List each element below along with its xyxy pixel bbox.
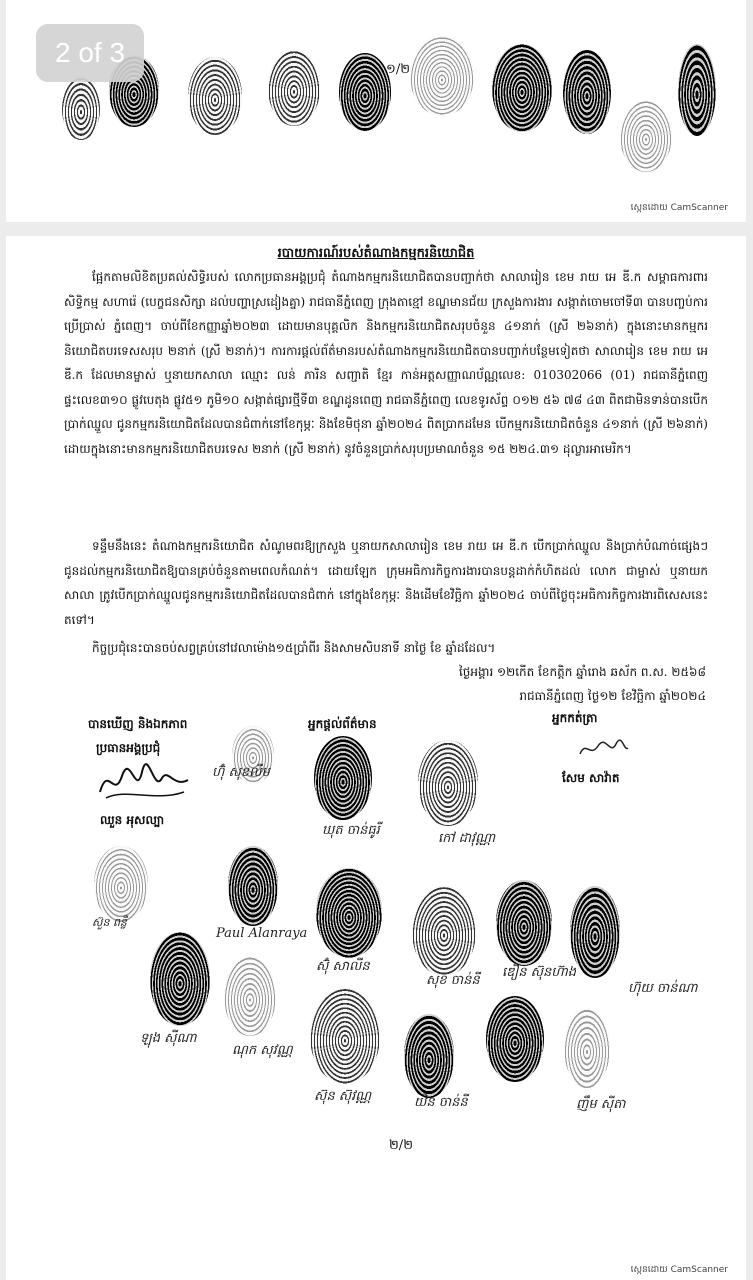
fingerprint [564,1008,610,1088]
page-indicator: 2 of 3 [36,24,144,82]
fingerprint [339,53,391,131]
body-paragraph: ផ្អែកតាមលិខិតប្រគល់សិទ្ធិរបស់ លោកប្រធានអង្គប្រជុំ តំណាងកម្មករនិយោជិតបានបញ្ជាក់ថា សាលារៀន ខេម រាយ អេ ឌី.ក សម្ពាធការពារសិទ្ធិកម្ម សហារ៉េ (បេក្ខជនសិក្សា ដល់បញ្ហាស្រដៀងគ្នា) រាជធានីភ្នំពេញ ក្រុងតាខ្មៅ ខណ្ឌមានជ័យ ក្រសួងការងារ សង្កាត់ចោមចៅទី៣ បានបញ្ចប់ការប្រើប្រាស់ ភ្នំពេញ។ ចាប់ពីខែកញ្ញាឆ្នាំ២០២៣ ដោយមានបុគ្គលិក និងកម្មករនិយោជិតសរុបចំនួន ៤១នាក់ (ស្រី ២៦នាក់) ក្នុងនោះមានកម្មករនិយោជិតបរទេសសរុប ២នាក់ (ស្រី ២នាក់)។ ការការផ្តល់ព័ត៌មានរបស់តំណាងកម្មករនិយោជិតបានបញ្ជាក់បន្ថែមទៀតថា សាលារៀន ខេម រាយ អេ ឌី.ក ដែលមានម្ចាស់ ឬនាយកសាលា ឈ្មោះ លន់ ភារិន សញ្ជាតិ ខ្មែរ កាន់អត្តសញ្ញាណប័ណ្ណលេខ: 010302066 (01) រាជធានីភ្នំពេញ ផ្ទះលេខ៣១០ ផ្លូវបេតុង ផ្លូវ៥១ ភូមិ១០ សង្កាត់ផ្សារថ្មីទី៣ ខណ្ឌដូនពេញ រាជធានីភ្នំពេញ លេខទូរស័ព្ទ ០១២ ៥៦ ៧៨ ៤៣ ពិតជាមិនទាន់បានបើកប្រាក់ឈ្នួល ជូនកម្មករនិយោជិតដែលបានជំពាក់នៅខែកុម្ភៈ និងខែមិថុនា ឆ្នាំ២០២៤ ពិតប្រាកដមែន បើកម្មករនិយោជិតចំនួន ៤១នាក់ (ស្រី ២៦នាក់) ដោយក្នុងនោះមានកម្មករនិយោជិតបរទេស ២នាក់ (ស្រី ២នាក់) នូវចំនួនប្រាក់សរុបប្រមាណចំនួន ១៥ ២២៤.៣១ ដុល្លារអាមេរិក។ [64,270,708,456]
fingerprint [412,886,476,976]
body-paragraph: កិច្ចប្រជុំនេះបានចប់សព្វគ្រប់នៅវេលាម៉ោង១៥ប្រាំពីរ និងសាមសិបនាទី នាថ្ងៃ ខែ ឆ្នាំដដែល។ [92,641,496,655]
fingerprint [620,100,672,172]
fingerprint [496,880,552,966]
signature-name: កៅ ដាវុណ្ណា [438,831,496,846]
fingerprint [310,988,380,1084]
fingerprint [570,886,620,978]
camscanner-watermark: ស្កេនដោយ CamScanner [630,1265,728,1275]
signature [96,758,192,808]
fingerprint [314,736,372,820]
recorder-label: អ្នកកត់ត្រា [552,711,598,725]
fingerprint [228,846,278,926]
date-lunar: ថ្ងៃអង្គារ ១២កើត ខែកត្តិក ឆ្នាំរោង ឆស័ក ព.ស. ២៥៦៨ [458,665,706,679]
fingerprint [492,44,552,132]
signature-name: ណុក សុវណ្ណ [232,1043,293,1058]
signature-name: ស៊ួន ពន្លឺ [92,916,127,929]
witness-name: ឈួន អុសល្បា [100,813,165,827]
witness-label: បានឃើញ និងឯកភាព [88,717,188,731]
signature-name: ហ៊ុយ ចាន់ណា [628,981,698,996]
signature-name: ហ៊ុំ សុខលីម [212,765,270,780]
date-place: រាជធានីភ្នំពេញ ថ្ងៃ១២ ខែវិច្ឆិកា ឆ្នាំ២០២៤ [519,689,706,703]
fingerprint [410,36,474,116]
signature-name: ស៊ុន ស៊ុវណ្ណ [314,1089,372,1104]
signature-name: ឌឿន ស៊ុនហ៊ាង [502,965,577,980]
signature [576,736,632,762]
document-page-2 [6,236,746,1280]
page-number: ១/២ [386,62,411,77]
signature-name: Paul Alanraya [216,926,308,941]
fingerprint [268,50,320,126]
signature-name: ឡុង ស៊ីណា [140,1031,197,1046]
fingerprint [486,996,544,1082]
fingerprint [188,57,242,135]
camscanner-watermark: ស្កេនដោយ CamScanner [630,203,728,213]
witness-role: ប្រធានអង្គប្រជុំ [96,741,161,755]
fingerprint [94,846,148,922]
signature-name: ឃុត ចាន់ធូរី [322,823,380,838]
signature-name: យិន ចាន់នី [414,1095,468,1110]
fingerprint [678,44,716,136]
signature-name: សុខ ចាន់នី [426,973,480,988]
informant-label: អ្នកផ្តល់ព័ត៌មាន [308,717,377,731]
signature-name: ស៊ុំ សាលីន [316,959,370,974]
page-number: ២/២ [388,1138,414,1153]
fingerprint [316,868,382,958]
report-title: របាយការណ៍របស់តំណាងកម្មករនិយោជិត [277,246,475,261]
body-paragraph: ទន្ទឹមនឹងនេះ តំណាងកម្មករនិយោជិត សំណូមពរឱ្យក្រសួង ឬនាយកសាលារៀន ខេម រាយ អេ ឌី.ក បើកប្រាក់ឈ្នួល និងប្រាក់បំណាច់ផ្សេងៗ ជូនដល់កម្មករនិយោជិតឱ្យបានគ្រប់ចំនួនតាមពេលកំណត់។ ដោយឡែក ក្រុមអធិការកិច្ចការងារបានបន្តដាក់កំហិតដល់ លោក ជាម្ចាស់ ឬនាយកសាលា ត្រូវបើកប្រាក់ឈ្នួលជូនកម្មករនិយោជិតដែលបានជំពាក់ នៅក្នុងខែកុម្ភៈ និងដើមខែវិច្ឆិកា ឆ្នាំ២០២៤ ចាប់ពីថ្ងៃចុះអធិការកិច្ចការងារពិសេសនេះ តទៅ។ [64,539,708,627]
fingerprint [224,956,276,1036]
fingerprint [563,50,611,134]
fingerprint [418,740,478,826]
fingerprint [404,1014,454,1098]
fingerprint [62,78,100,140]
signature-name: ញឹម ស៊ីតា [576,1097,626,1112]
recorder-name: សែម សាវ៉ាត [562,771,620,785]
fingerprint [150,932,210,1026]
